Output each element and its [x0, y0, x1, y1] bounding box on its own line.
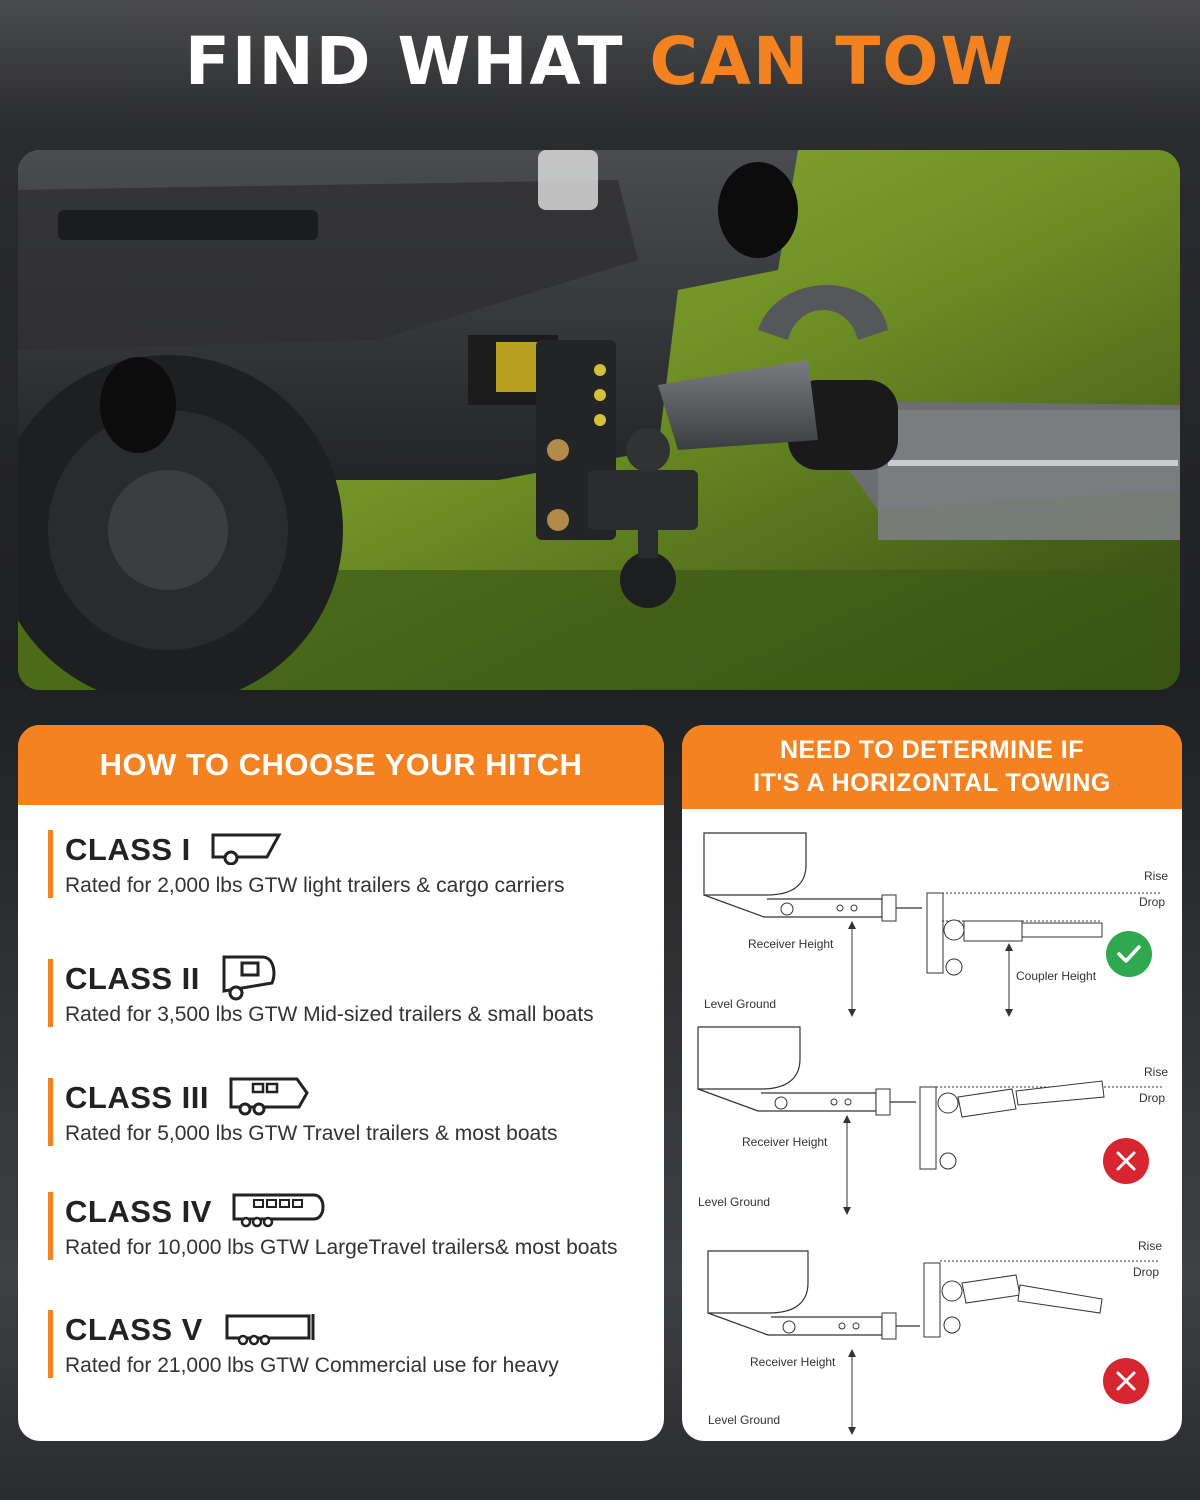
cross-icon	[1103, 1358, 1149, 1404]
class-name: CLASS V	[65, 1312, 203, 1347]
diagram-drawing	[682, 1235, 1182, 1441]
class-desc: Rated for 21,000 lbs GTW Commercial use for heavy	[65, 1354, 559, 1377]
travel-trailer-icon	[227, 1075, 311, 1122]
cargo-trailer-icon	[209, 831, 283, 870]
cross-icon	[1103, 1138, 1149, 1184]
class-desc: Rated for 2,000 lbs GTW light trailers & cargo carriers	[65, 874, 565, 897]
class-item	[48, 1192, 617, 1260]
drop-label: Drop	[1139, 895, 1166, 909]
class-item	[48, 830, 565, 898]
camper-trailer-icon	[218, 953, 278, 1006]
towing-diagram-rise	[682, 1025, 1182, 1225]
towing-diagram-drop	[682, 1235, 1182, 1441]
receiver-height-label: Receiver Height	[748, 937, 834, 951]
commercial-trailer-icon	[221, 1310, 321, 1351]
class-name: CLASS III	[65, 1080, 210, 1115]
class-desc: Rated for 3,500 lbs GTW Mid-sized trailers & small boats	[65, 1003, 594, 1026]
class-item	[48, 959, 594, 1027]
rise-label: Rise	[1144, 869, 1169, 883]
class-name: CLASS II	[65, 961, 200, 996]
large-travel-trailer-icon	[230, 1191, 328, 1234]
drop-label: Drop	[1139, 1091, 1166, 1105]
page-header	[0, 0, 1200, 122]
receiver-height-label: Receiver Height	[742, 1135, 828, 1149]
rise-label: Rise	[1144, 1065, 1169, 1079]
diagram-drawing	[682, 825, 1182, 1025]
page-title	[185, 23, 1015, 100]
horizontal-towing-heading	[682, 725, 1182, 809]
class-item	[48, 1078, 558, 1146]
horizontal-towing-card	[682, 725, 1182, 1441]
coupler-height-label: Coupler Height	[1016, 969, 1097, 983]
level-ground-label: Level Ground	[698, 1195, 771, 1209]
class-desc: Rated for 5,000 lbs GTW Travel trailers & most boats	[65, 1122, 558, 1145]
product-photo	[18, 150, 1180, 690]
class-name: CLASS IV	[65, 1194, 212, 1229]
heading-line-2: IT'S A HORIZONTAL TOWING	[753, 769, 1111, 797]
choose-hitch-card	[18, 725, 664, 1441]
title-white: FIND WHAT	[184, 22, 625, 100]
class-name: CLASS I	[65, 832, 191, 867]
receiver-height-label: Receiver Height	[750, 1355, 836, 1369]
level-ground-label: Level Ground	[704, 997, 777, 1011]
towing-diagram-level	[682, 825, 1182, 1025]
rise-label: Rise	[1138, 1239, 1163, 1253]
choose-hitch-heading: HOW TO CHOOSE YOUR HITCH	[18, 725, 664, 805]
check-icon	[1106, 931, 1152, 977]
hitch-illustration	[18, 150, 1180, 690]
drop-label: Drop	[1133, 1265, 1160, 1279]
class-desc: Rated for 10,000 lbs GTW LargeTravel trailers& most boats	[65, 1236, 618, 1259]
level-ground-label: Level Ground	[708, 1413, 781, 1427]
class-item	[48, 1310, 559, 1378]
title-orange: CAN TOW	[649, 22, 1016, 100]
heading-line-1: NEED TO DETERMINE IF	[779, 736, 1084, 764]
